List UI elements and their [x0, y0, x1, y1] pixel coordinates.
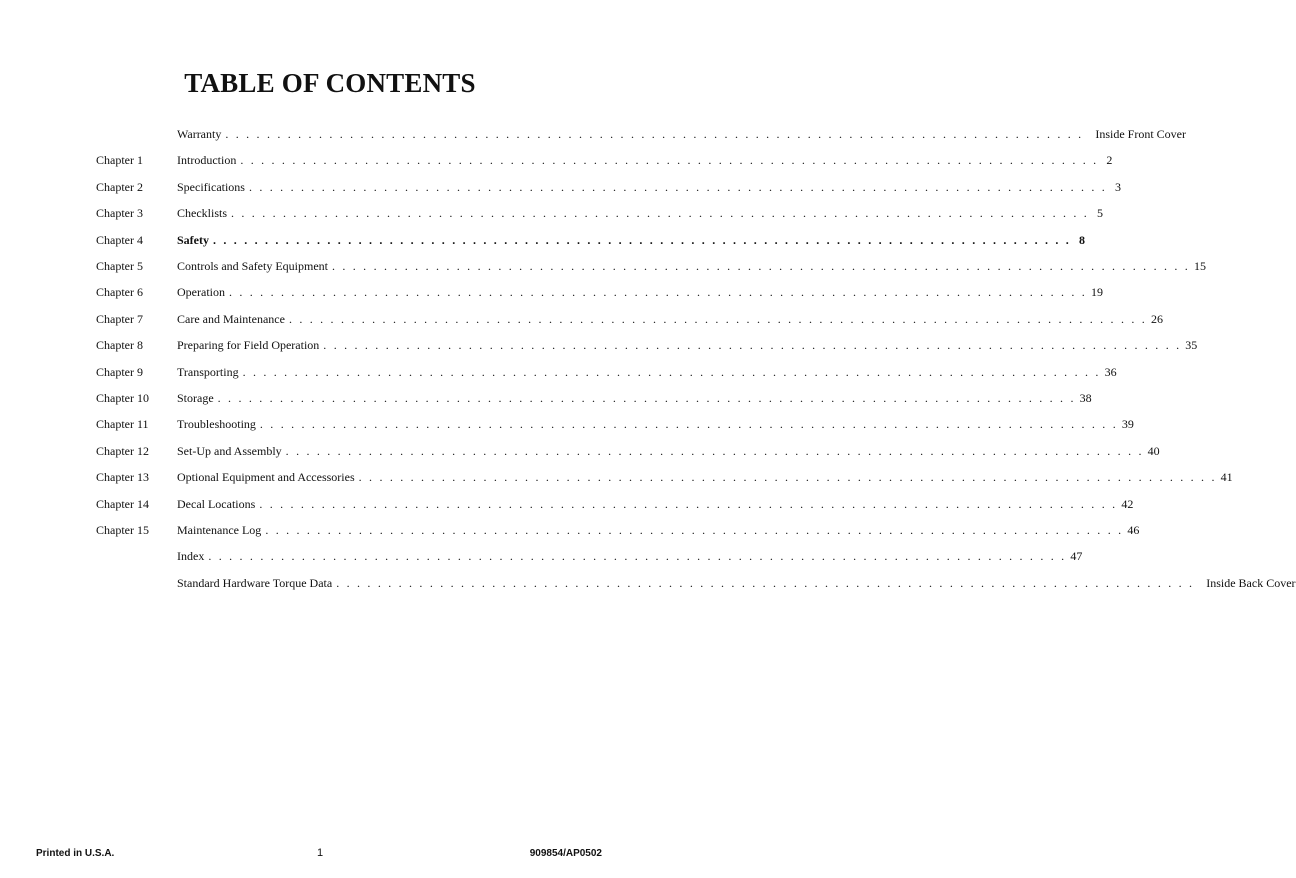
- dot-leader: . . . . . . . . . . . . . . . . . . . . . . . . . . . . . . . . . . . . . . . . . . . . . . . . . . . . . . . . . . . . . . . . . . . . . . . . . . . . . . . . . . .: [248, 179, 1107, 194]
- toc-entry: [177, 204, 1103, 222]
- toc-row-index[interactable]: [0, 547, 1083, 565]
- toc-entry: [177, 336, 1198, 354]
- toc-row-chapter-10[interactable]: [0, 389, 1092, 407]
- toc-row-chapter-12[interactable]: [0, 442, 1160, 460]
- entry-title: Set-Up and Assembly: [177, 443, 282, 458]
- entry-title: Maintenance Log: [177, 523, 262, 537]
- toc-row-chapter-6[interactable]: [0, 283, 1103, 301]
- chapter-label: Chapter 12: [96, 443, 149, 458]
- toc-entry: [177, 310, 1163, 328]
- chapter-label: Chapter 7: [96, 311, 143, 326]
- entry-title: Warranty: [177, 127, 222, 141]
- entry-page: 35: [1185, 338, 1198, 353]
- chapter-label: Chapter 8: [96, 338, 143, 353]
- entry-page: 2: [1106, 153, 1113, 168]
- chapter-label: Chapter 11: [96, 417, 149, 432]
- dot-leader: . . . . . . . . . . . . . . . . . . . . . . . . . . . . . . . . . . . . . . . . . . . . . . . . . . . . . . . . . . . . . . . . . . . . . . . . . . . . . . . . . . .: [259, 417, 1118, 432]
- toc-row-chapter-14[interactable]: [0, 495, 1134, 513]
- dot-leader: . . . . . . . . . . . . . . . . . . . . . . . . . . . . . . . . . . . . . . . . . . . . . . . . . . . . . . . . . . . . . . . . . . . . . . . . . . . . . . . . . . .: [285, 443, 1144, 458]
- entry-title: Care and Maintenance: [177, 311, 285, 326]
- toc-entry: [177, 389, 1092, 407]
- toc-entry: [177, 574, 1296, 592]
- entry-title: Index: [177, 549, 205, 564]
- footer-printed-in: Printed in U.S.A.: [36, 848, 115, 859]
- toc-row-chapter-3[interactable]: [0, 204, 1103, 222]
- entry-title: Checklists: [177, 206, 227, 221]
- dot-leader: . . . . . . . . . . . . . . . . . . . . . . . . . . . . . . . . . . . . . . . . . . . . . . . . . . . . . . . . . . . . . . . . . . . . . . . . . . . . . . . . . . .: [217, 391, 1076, 405]
- toc-entry: [177, 125, 1186, 143]
- page-title: TABLE OF CONTENTS: [184, 68, 476, 98]
- dot-leader: . . . . . . . . . . . . . . . . . . . . . . . . . . . . . . . . . . . . . . . . . . . . . . . . . . . . . . . . . . . . . . . . . . . . . . . . . . . . . . . . . . .: [323, 338, 1182, 353]
- toc-entry: [177, 415, 1134, 433]
- entry-page: 38: [1079, 391, 1092, 405]
- dot-leader: . . . . . . . . . . . . . . . . . . . . . . . . . . . . . . . . . . . . . . . . . . . . . . . . . . . . . . . . . . . . . . . . . . . . . . . . . . . . . . . . . . .: [259, 496, 1118, 511]
- toc-entry: [177, 547, 1083, 565]
- entry-title: Controls and Safety Equipment: [177, 259, 328, 273]
- dot-leader: . . . . . . . . . . . . . . . . . . . . . . . . . . . . . . . . . . . . . . . . . . . . . . . . . . . . . . . . . . . . . . . . . . . . . . . . . . . . . . . . . . .: [336, 575, 1195, 590]
- toc-entry: [177, 178, 1121, 196]
- dot-leader: . . . . . . . . . . . . . . . . . . . . . . . . . . . . . . . . . . . . . . . . . . . . . . . . . . . . . . . . . . . . . . . . . . . . . . . . . . . . . . . . . . .: [208, 549, 1067, 564]
- footer-page-number: 1: [317, 847, 324, 859]
- entry-title: Specifications: [177, 179, 245, 194]
- dot-leader: . . . . . . . . . . . . . . . . . . . . . . . . . . . . . . . . . . . . . . . . . . . . . . . . . . . . . . . . . . . . . . . . . . . . . . . . . . . . . . . . . . .: [240, 153, 1099, 168]
- dot-leader: . . . . . . . . . . . . . . . . . . . . . . . . . . . . . . . . . . . . . . . . . . . . . . . . . . . . . . . . . . . . . . . . . . . . . . . . . . . . . . . . . . .: [288, 311, 1147, 326]
- entry-page: 3: [1114, 179, 1121, 194]
- dot-leader: . . . . . . . . . . . . . . . . . . . . . . . . . . . . . . . . . . . . . . . . . . . . . . . . . . . . . . . . . . . . . . . . . . . . . . . . . . . . . . . . . . .: [265, 523, 1124, 537]
- toc-row-torque-data[interactable]: [0, 574, 1296, 592]
- entry-title: Storage: [177, 391, 214, 405]
- chapter-label: Chapter 3: [96, 206, 143, 221]
- toc-entry: [177, 363, 1117, 381]
- entry-title: Introduction: [177, 153, 237, 168]
- toc-entry: [177, 468, 1233, 486]
- entry-page: 5: [1097, 206, 1103, 221]
- dot-leader: . . . . . . . . . . . . . . . . . . . . . . . . . . . . . . . . . . . . . . . . . . . . . . . . . . . . . . . . . . . . . . . . . . . . . . . . . . . . . . . . . . .: [231, 206, 1089, 221]
- chapter-label: Chapter 4: [96, 232, 143, 247]
- chapter-label: Chapter 5: [96, 259, 143, 273]
- entry-title: Preparing for Field Operation: [177, 338, 320, 353]
- toc-row-chapter-8[interactable]: [0, 336, 1198, 354]
- entry-page: Inside Front Cover: [1095, 127, 1186, 141]
- toc-entry: [177, 257, 1206, 275]
- entry-page: 47: [1070, 549, 1083, 564]
- entry-page: 46: [1127, 523, 1140, 537]
- entry-page: 42: [1121, 496, 1134, 511]
- toc-row-chapter-9[interactable]: [0, 363, 1117, 381]
- toc-entry: [177, 442, 1160, 460]
- toc-entry: [177, 283, 1103, 301]
- chapter-label: Chapter 10: [96, 391, 149, 405]
- entry-title: Decal Locations: [177, 496, 256, 511]
- toc-row-chapter-11[interactable]: [0, 415, 1134, 433]
- chapter-label: Chapter 1: [96, 153, 143, 168]
- entry-page: 36: [1104, 364, 1117, 379]
- dot-leader: . . . . . . . . . . . . . . . . . . . . . . . . . . . . . . . . . . . . . . . . . . . . . . . . . . . . . . . . . . . . . . . . . . . . . . . . . . . . . . . . . . .: [331, 259, 1190, 273]
- toc-row-chapter-4[interactable]: [0, 231, 1085, 249]
- chapter-label: Chapter 13: [96, 470, 149, 485]
- entry-page: 8: [1079, 232, 1085, 247]
- toc-entry: [177, 231, 1085, 249]
- toc-row-chapter-1[interactable]: [0, 151, 1113, 169]
- dot-leader: . . . . . . . . . . . . . . . . . . . . . . . . . . . . . . . . . . . . . . . . . . . . . . . . . . . . . . . . . . . . . . . . . . . . . . . . . . . . . . . . . . .: [213, 232, 1071, 247]
- entry-title: Transporting: [177, 364, 239, 379]
- toc-entry: [177, 495, 1134, 513]
- chapter-label: Chapter 15: [96, 523, 149, 537]
- entry-title: Standard Hardware Torque Data: [177, 575, 333, 590]
- entry-title: Troubleshooting: [177, 417, 256, 432]
- entry-page: 40: [1147, 443, 1160, 458]
- entry-title: Safety: [177, 232, 209, 247]
- chapter-label: Chapter 9: [96, 364, 143, 379]
- toc-entry: [177, 151, 1113, 169]
- page-footer: [0, 848, 678, 864]
- dot-leader: . . . . . . . . . . . . . . . . . . . . . . . . . . . . . . . . . . . . . . . . . . . . . . . . . . . . . . . . . . . . . . . . . . . . . . . . . . . . . . . . . . .: [228, 285, 1087, 300]
- toc-row-chapter-2[interactable]: [0, 178, 1121, 196]
- chapter-label: Chapter 6: [96, 285, 143, 300]
- dot-leader: . . . . . . . . . . . . . . . . . . . . . . . . . . . . . . . . . . . . . . . . . . . . . . . . . . . . . . . . . . . . . . . . . . . . . . . . . . . . . . . . . . .: [242, 364, 1101, 379]
- chapter-label: Chapter 2: [96, 179, 143, 194]
- entry-page: 26: [1150, 311, 1163, 326]
- toc-row-warranty[interactable]: [0, 125, 1186, 143]
- toc-row-chapter-13[interactable]: [0, 468, 1233, 486]
- toc-entry: [177, 521, 1140, 539]
- entry-title: Optional Equipment and Accessories: [177, 470, 355, 485]
- dot-leader: . . . . . . . . . . . . . . . . . . . . . . . . . . . . . . . . . . . . . . . . . . . . . . . . . . . . . . . . . . . . . . . . . . . . . . . . . . . . . . . . . . .: [358, 470, 1217, 485]
- toc-row-chapter-15[interactable]: [0, 521, 1140, 539]
- chapter-label: Chapter 14: [96, 496, 149, 511]
- toc-row-chapter-5[interactable]: [0, 257, 1206, 275]
- entry-title: Operation: [177, 285, 225, 300]
- footer-document-number: 909854/AP0502: [529, 848, 602, 859]
- dot-leader: . . . . . . . . . . . . . . . . . . . . . . . . . . . . . . . . . . . . . . . . . . . . . . . . . . . . . . . . . . . . . . . . . . . . . . . . . . . . . . . . . . .: [225, 127, 1084, 141]
- entry-page: 19: [1090, 285, 1103, 300]
- entry-page: Inside Back Cover: [1206, 575, 1296, 590]
- toc-row-chapter-7[interactable]: [0, 310, 1163, 328]
- entry-page: 39: [1121, 417, 1134, 432]
- entry-page: 41: [1220, 470, 1233, 485]
- entry-page: 15: [1193, 259, 1206, 273]
